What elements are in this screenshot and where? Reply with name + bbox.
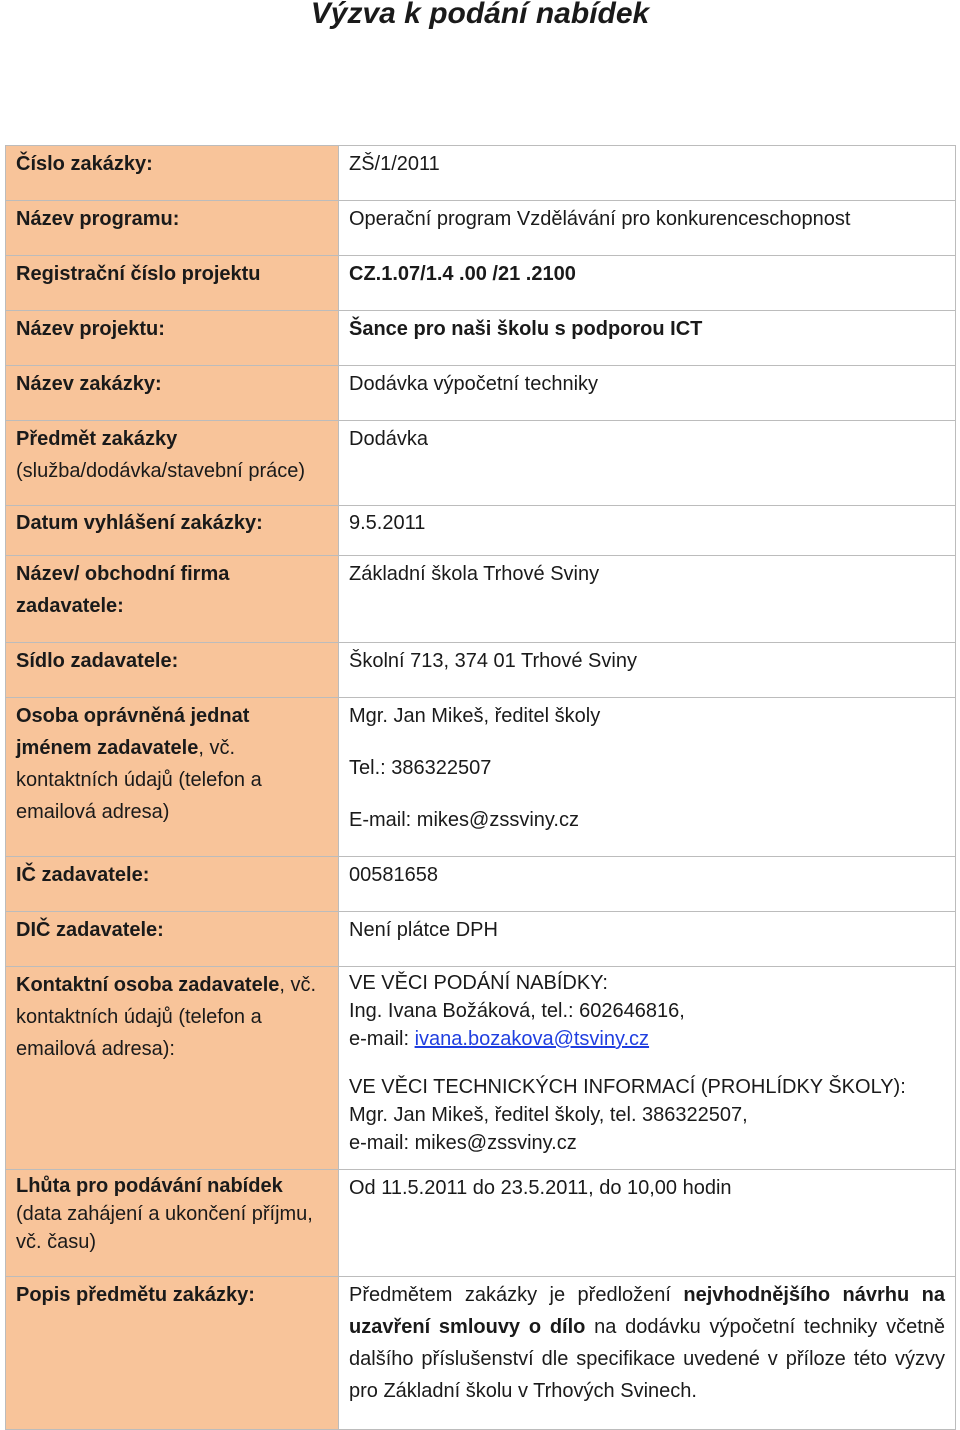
osoba-opravnena-name: Mgr. Jan Mikeš, ředitel školy: [349, 705, 601, 727]
kontakt-nabidka-heading: VE VĚCI PODÁNÍ NABÍDKY:: [349, 972, 608, 994]
kontakt-nabidka-email-prefix: e-mail:: [349, 1028, 415, 1050]
datum-vyhlaseni-label: Datum vyhlášení zakázky:: [6, 506, 339, 556]
kontaktni-osoba-label-bold: Kontaktní osoba zadavatele: [16, 974, 280, 996]
popis-text-bold: nejvhodnějšího návrhu na uzavření smlouvy o dílo: [349, 1284, 945, 1338]
row-nazev-zakazky: [6, 366, 956, 421]
lhuta-value: Od 11.5.2011 do 23.5.2011, do 10,00 hodin: [339, 1170, 956, 1277]
tender-table: [5, 145, 956, 1430]
datum-vyhlaseni-value: 9.5.2011: [339, 506, 956, 556]
registracni-cislo-label: Registrační číslo projektu: [6, 256, 339, 311]
nazev-zakazky-label: Název zakázky:: [6, 366, 339, 421]
lhuta-label-bold: Lhůta pro podávání nabídek: [16, 1175, 283, 1197]
kontaktni-osoba-label-note: , vč. kontaktních údajů (telefon a emailová adresa):: [16, 974, 317, 1060]
popis-label: Popis předmětu zakázky:: [6, 1277, 339, 1430]
nazev-zakazky-value: Dodávka výpočetní techniky: [339, 366, 956, 421]
kontakt-nabidka-person: Ing. Ivana Božáková, tel.: 602646816,: [349, 1000, 685, 1022]
registracni-cislo-value: CZ.1.07/1.4 .00 /21 .2100: [339, 256, 956, 311]
osoba-opravnena-value: [339, 698, 956, 857]
row-dic-zadavatele: [6, 912, 956, 967]
sidlo-zadavatele-label: Sídlo zadavatele:: [6, 643, 339, 698]
ic-zadavatele-label: IČ zadavatele:: [6, 857, 339, 912]
nazev-projektu-value: Šance pro naši školu s podporou ICT: [339, 311, 956, 366]
osoba-opravnena-tel: Tel.: 386322507: [349, 757, 492, 779]
row-nazev-projektu: [6, 311, 956, 366]
nazev-zadavatele-value: Základní škola Trhové Sviny: [339, 556, 956, 643]
page-title: Výzva k podání nabídek: [310, 0, 650, 30]
row-predmet-zakazky: [6, 421, 956, 506]
row-datum-vyhlaseni: [6, 506, 956, 556]
row-nazev-zadavatele: [6, 556, 956, 643]
dic-zadavatele-label: DIČ zadavatele:: [6, 912, 339, 967]
popis-text-2: na dodávku výpočetní techniky včetně dalšího příslušenství dle specifikace uvedené v příloze této výzvy pro Základní školu v Trhových Svinech.: [349, 1316, 946, 1402]
kontakt-technicke-heading: VE VĚCI TECHNICKÝCH INFORMACÍ (PROHLÍDKY ŠKOLY):: [349, 1076, 906, 1098]
predmet-zakazky-label-note: (služba/dodávka/stavební práce): [16, 460, 306, 482]
row-osoba-opravnena: [6, 698, 956, 857]
row-nazev-programu: [6, 201, 956, 256]
kontakt-technicke-email: e-mail: mikes@zssviny.cz: [349, 1132, 577, 1154]
row-registracni-cislo: [6, 256, 956, 311]
kontakt-technicke-person: Mgr. Jan Mikeš, ředitel školy, tel. 386322507,: [349, 1104, 748, 1126]
kontaktni-osoba-label: [6, 967, 339, 1170]
predmet-zakazky-value: Dodávka: [339, 421, 956, 506]
row-cislo-zakazky: [6, 146, 956, 201]
kontakt-nabidka-email-line: [349, 1025, 945, 1053]
cislo-zakazky-value: ZŠ/1/2011: [339, 146, 956, 201]
predmet-zakazky-label: [6, 421, 339, 506]
row-popis: [6, 1277, 956, 1430]
sidlo-zadavatele-value: Školní 713, 374 01 Trhové Sviny: [339, 643, 956, 698]
kontaktni-osoba-value: [339, 967, 956, 1170]
nazev-programu-label: Název programu:: [6, 201, 339, 256]
ic-zadavatele-value: 00581658: [339, 857, 956, 912]
predmet-zakazky-label-bold: Předmět zakázky: [16, 428, 178, 450]
nazev-projektu-label: Název projektu:: [6, 311, 339, 366]
lhuta-label: [6, 1170, 339, 1277]
popis-text-1: Předmětem zakázky je předložení: [349, 1284, 684, 1306]
dic-zadavatele-value: Není plátce DPH: [339, 912, 956, 967]
row-kontaktni-osoba: [6, 967, 956, 1170]
row-lhuta: [6, 1170, 956, 1277]
osoba-opravnena-label-note: , vč. kontaktních údajů (telefon a emailová adresa): [16, 737, 262, 823]
osoba-opravnena-label: [6, 698, 339, 857]
osoba-opravnena-label-bold: Osoba oprávněná jednat jménem zadavatele: [16, 705, 250, 759]
row-ic-zadavatele: [6, 857, 956, 912]
popis-value: [339, 1277, 956, 1430]
nazev-zadavatele-label: Název/ obchodní firma zadavatele:: [6, 556, 339, 643]
lhuta-label-note: (data zahájení a ukončení příjmu, vč. času): [16, 1203, 313, 1253]
nazev-programu-value: Operační program Vzdělávání pro konkurenceschopnost: [339, 201, 956, 256]
row-sidlo-zadavatele: [6, 643, 956, 698]
kontakt-nabidka-email-link[interactable]: ivana.bozakova@tsviny.cz: [414, 1028, 650, 1050]
osoba-opravnena-email: E-mail: mikes@zssviny.cz: [349, 809, 579, 831]
cislo-zakazky-label: Číslo zakázky:: [6, 146, 339, 201]
